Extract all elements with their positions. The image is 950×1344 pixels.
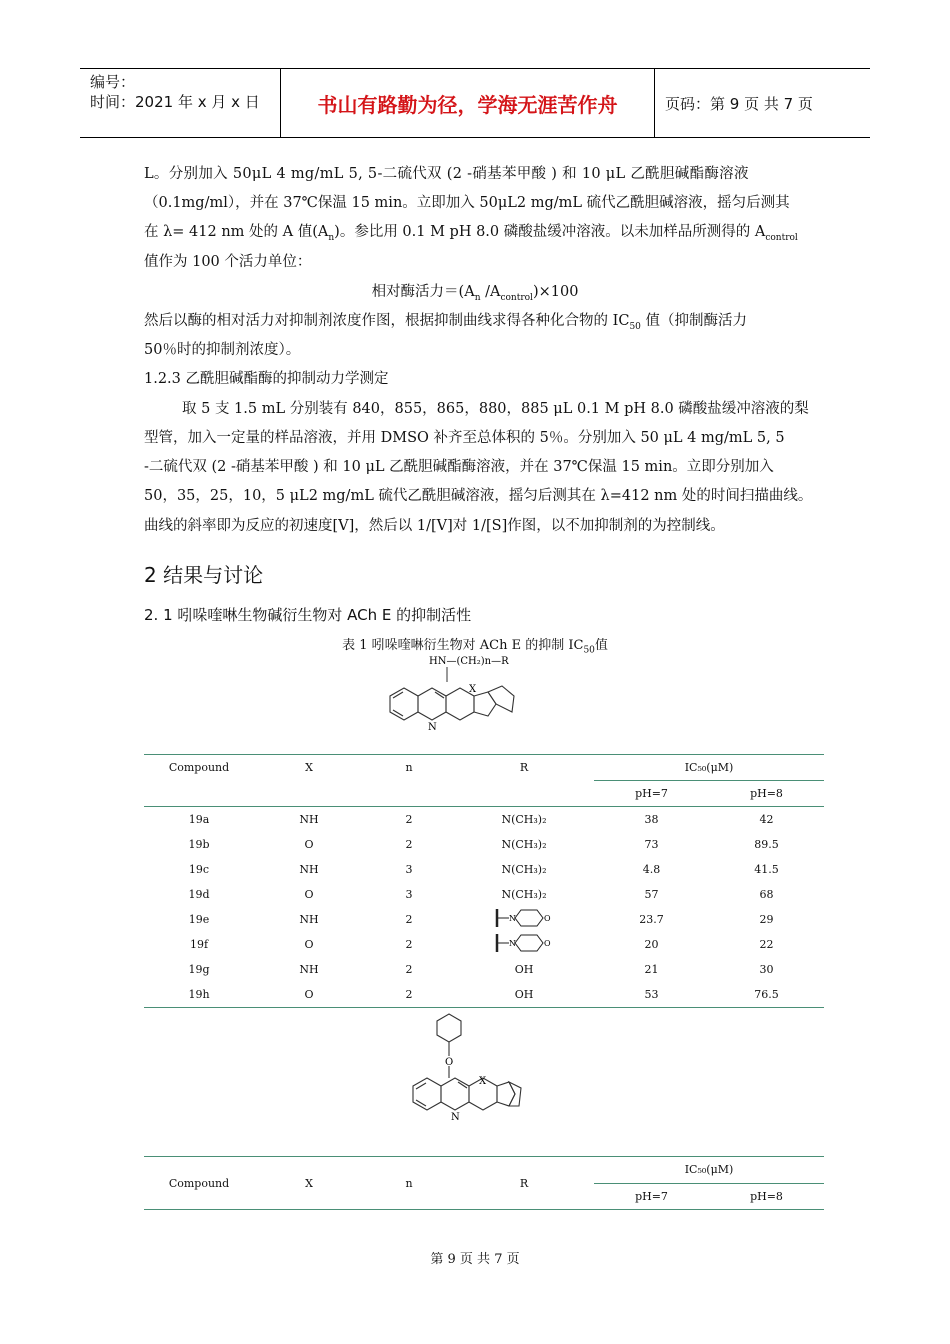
- para2-line1: [144, 309, 747, 332]
- cell-compound: 19c: [188, 863, 210, 876]
- cell-ph8: 68: [759, 888, 774, 901]
- t2-th-ic50: IC₅₀(μM): [594, 1157, 824, 1184]
- cell-n: 2: [405, 988, 413, 1001]
- cell-n: 3: [405, 888, 413, 901]
- formula-sub1: n: [474, 292, 481, 303]
- para2-line1-sub: 50: [629, 321, 641, 332]
- morph-o: O: [544, 914, 551, 923]
- cell-ph7: 21: [644, 963, 659, 976]
- struct2-o: O: [445, 1057, 454, 1068]
- morpholine-structure: [493, 907, 555, 929]
- cell-x: NH: [299, 913, 319, 926]
- section-2-1-heading: 2. 1 吲哚喹啉生物碱衍生物对 ACh E 的抑制活性: [144, 606, 472, 624]
- t2-th-x: X: [254, 1157, 364, 1210]
- th-ph7: pH=7: [635, 787, 668, 800]
- para3-line5: 曲线的斜率即为反应的初速度[V]，然后以 1/[V]对 1/[S]作图，以不加抑制剂的为控制线。: [144, 518, 725, 534]
- t2-th-r: R: [454, 1157, 594, 1210]
- cell-ph8: 29: [759, 913, 774, 926]
- morph-n: N: [509, 914, 516, 923]
- formula-c: )×100: [532, 284, 579, 300]
- number-label: 编号：: [90, 73, 136, 91]
- indoloquinoline-structure-2: [395, 1008, 535, 1138]
- table-caption-sub: 50: [583, 645, 595, 656]
- cell-compound: 19a: [188, 813, 210, 826]
- cell-ph8: 76.5: [754, 988, 779, 1001]
- cell-n: 2: [405, 813, 413, 826]
- para1-line3-sub2: control: [765, 232, 798, 243]
- table-row: [144, 932, 824, 957]
- cell-compound: 19f: [189, 938, 209, 951]
- cell-compound: 19h: [188, 988, 210, 1001]
- cell-r: N(CH₃)₂: [501, 813, 547, 826]
- para2-line2: 50％时的抑制剂浓度）。: [144, 342, 301, 358]
- cell-n: 3: [405, 863, 413, 876]
- th-ic50: IC₅₀(μM): [594, 755, 824, 781]
- para2-line1-b: 值（抑制酶活力: [640, 313, 747, 329]
- para1-line3-b: )。参比用 0.1 M pH 8.0 磷酸盐缓冲溶液。以未加样品所测得的 A: [334, 224, 766, 240]
- cell-ph7: 57: [644, 888, 659, 901]
- page-header: [80, 68, 870, 138]
- cell-ph7: 4.8: [642, 863, 661, 876]
- cell-n: 2: [405, 838, 413, 851]
- morph-n: N: [509, 939, 516, 948]
- table-row: [144, 957, 824, 982]
- ic50-table-2: [144, 1156, 824, 1210]
- section-2-heading: 2 结果与讨论: [144, 563, 264, 587]
- para1-line3-sub: n: [328, 232, 335, 243]
- struct1-x: X: [469, 684, 477, 695]
- cell-ph7: 20: [644, 938, 659, 951]
- th-ph8: pH=8: [750, 787, 783, 800]
- cell-r: OH: [514, 963, 534, 976]
- cell-x: O: [304, 888, 314, 901]
- cell-x: O: [304, 988, 314, 1001]
- cell-r: N(CH₃)₂: [501, 863, 547, 876]
- cell-ph8: 41.5: [754, 863, 779, 876]
- cell-ph8: 22: [759, 938, 774, 951]
- table-caption-b: 值: [594, 638, 608, 653]
- para3-line3: -二硫代双 (2 -硝基苯甲酸 ) 和 10 μL 乙酰胆碱酯酶溶液，并在 37℃保温 15 min。立即分别加入: [144, 459, 774, 475]
- cell-ph8: 30: [759, 963, 774, 976]
- table-row: [144, 807, 824, 833]
- para1-line1: L。分别加入 50μL 4 mg/mL 5, 5-二硫代双 (2 -硝基苯甲酸 ) 和 10 μL 乙酰胆碱酯酶溶液: [144, 166, 749, 182]
- header-meta: [80, 69, 281, 137]
- cell-ph8: 89.5: [754, 838, 779, 851]
- ic50-table-1: [144, 754, 824, 1008]
- time-label: 时间：2021 年 x 月 x 日: [90, 93, 260, 111]
- para1-line2: （0.1mg/ml），并在 37℃保温 15 min。立即加入 50μL2 mg/mL 硫代乙酰胆碱溶液，摇匀后测其: [144, 195, 790, 211]
- formula-sub2: control: [500, 292, 533, 303]
- page-footer: 第 9 页 共 7 页: [430, 1252, 520, 1267]
- cell-x: O: [304, 838, 314, 851]
- struct2-x: X: [479, 1076, 487, 1087]
- cell-compound: 19b: [188, 838, 210, 851]
- page-label: 页码：第 9 页 共 7 页: [665, 94, 813, 113]
- cell-ph7: 53: [644, 988, 659, 1001]
- morpholine-structure: [493, 932, 555, 954]
- para1-line3-a: 在 λ= 412 nm 处的 A 值(A: [144, 224, 329, 240]
- th-r: R: [519, 761, 529, 775]
- para3-line4: 50，35，25，10，5 μL2 mg/mL 硫代乙酰胆碱溶液，摇匀后测其在 λ=412 nm 处的时间扫描曲线。: [144, 488, 813, 504]
- para2-line1-a: 然后以酶的相对活力对抑制剂浓度作图，根据抑制曲线求得各种化合物的 IC: [144, 313, 630, 329]
- th-x: X: [305, 761, 313, 775]
- cell-ph7: 23.7: [639, 913, 664, 926]
- cell-r: N(CH₃)₂: [501, 838, 547, 851]
- cell-compound: 19g: [188, 963, 210, 976]
- cell-r: OH: [514, 988, 534, 1001]
- cell-compound: 19e: [188, 913, 210, 926]
- struct1-chain-label: HN—(CH₂)n—R: [429, 656, 509, 667]
- motto: 书山有路勤为径，学海无涯苦作舟: [281, 69, 655, 137]
- formula-a: 相对酶活力＝(A: [371, 284, 475, 300]
- cell-x: NH: [299, 813, 319, 826]
- cell-ph8: 42: [759, 813, 774, 826]
- para1-line4: 值作为 100 个活力单位：: [144, 254, 312, 270]
- cell-x: NH: [299, 963, 319, 976]
- cell-ph7: 73: [644, 838, 659, 851]
- table-row: [144, 857, 824, 882]
- t2-th-ph8: pH=8: [750, 1189, 783, 1203]
- cell-r-morpholine: [454, 932, 594, 957]
- formula-b: /A: [480, 284, 501, 300]
- t2-th-n: n: [364, 1157, 454, 1210]
- formula: [0, 280, 950, 303]
- para3-line1: 取 5 支 1.5 mL 分别装有 840，855，865，880，885 μL 0.1 M pH 8.0 磷酸盐缓冲溶液的梨: [182, 401, 809, 417]
- cell-n: 2: [405, 938, 413, 951]
- indoloquinoline-structure-1: [385, 650, 525, 740]
- para3-line2: 型管，加入一定量的样品溶液，并用 DMSO 补齐至总体积的 5％。分别加入 50 μL 4 mg/mL 5, 5: [144, 430, 785, 446]
- table-caption-a: 表 1 吲哚喹啉衍生物对 ACh E 的抑制 IC: [342, 638, 584, 653]
- cell-ph7: 38: [644, 813, 659, 826]
- cell-r-morpholine: [454, 907, 594, 932]
- section-1-2-3: 1.2.3 乙酰胆碱酯酶的抑制动力学测定: [144, 371, 389, 387]
- t2-th-ph7: pH=7: [635, 1189, 668, 1203]
- cell-x: O: [304, 938, 314, 951]
- table-row: [144, 982, 824, 1008]
- th-n: n: [405, 761, 413, 775]
- cell-n: 2: [405, 913, 413, 926]
- struct1-n: N: [428, 722, 437, 733]
- cell-compound: 19d: [188, 888, 210, 901]
- cell-n: 2: [405, 963, 413, 976]
- struct2-n: N: [451, 1112, 460, 1123]
- morph-o: O: [544, 939, 551, 948]
- cell-x: NH: [299, 863, 319, 876]
- table-row: [144, 907, 824, 932]
- table-row: [144, 882, 824, 907]
- cell-r: N(CH₃)₂: [501, 888, 547, 901]
- t2-th-compound: Compound: [144, 1157, 254, 1210]
- table-row: [144, 832, 824, 857]
- para1-line3: [144, 220, 798, 243]
- th-compound: Compound: [168, 761, 230, 775]
